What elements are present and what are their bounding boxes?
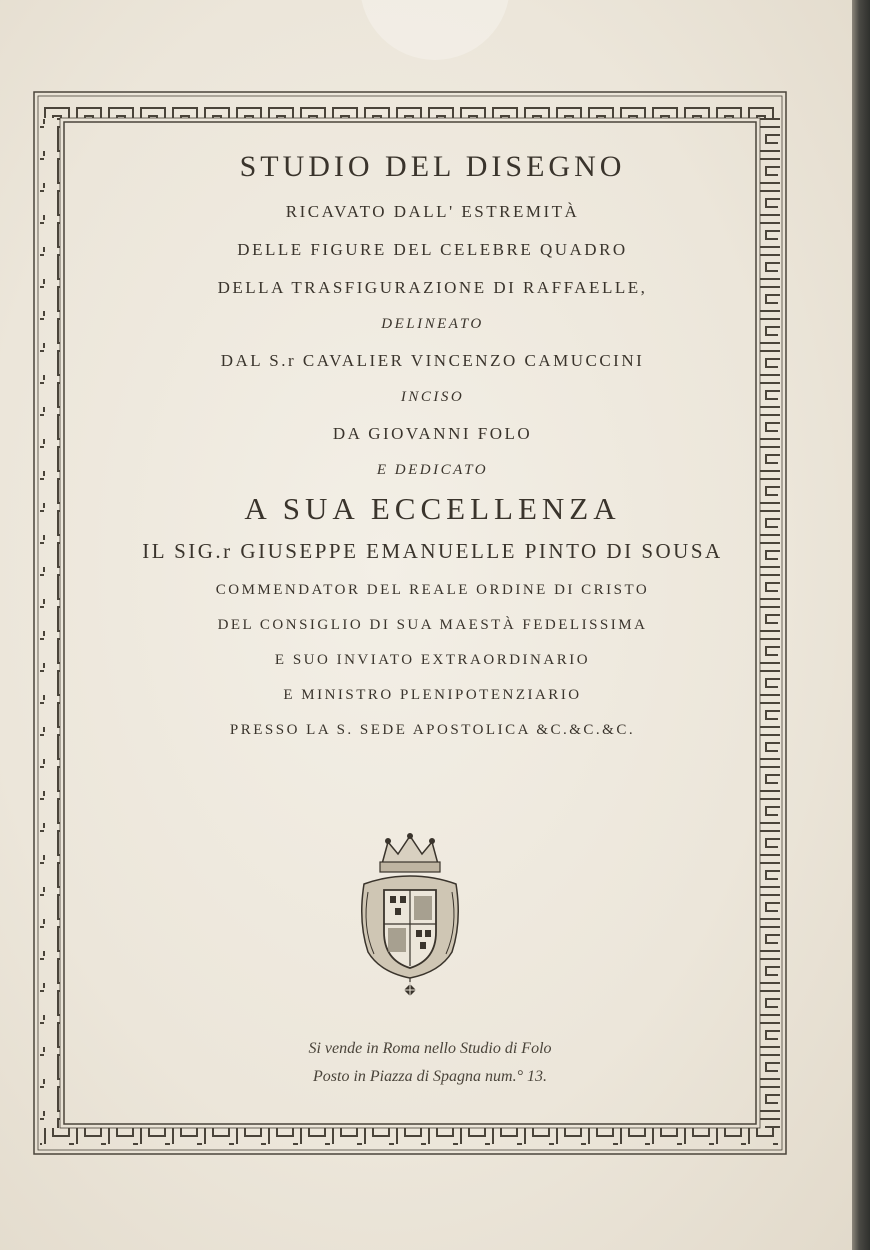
dedicatee-title-4: E MINISTRO PLENIPOTENZIARIO xyxy=(283,687,582,703)
inciso-label: INCISO xyxy=(400,389,465,405)
dedicatee-title-5: PRESSO LA S. SEDE APOSTOLICA &C.&C.&C. xyxy=(229,722,636,738)
dedicatee-title-1: COMMENDATOR DEL REALE ORDINE DI CRISTO xyxy=(215,582,650,598)
book-title: STUDIO DEL DISEGNO xyxy=(239,150,626,183)
dedicatee-title-2: DEL CONSIGLIO DI SUA MAESTÀ FEDELISSIMA xyxy=(217,617,648,633)
imprint-block xyxy=(230,1035,630,1091)
dedicatee-name: IL SIG.r GIUSEPPE EMANUELLE PINTO DI SOUSA xyxy=(142,539,723,563)
delineato-label: DELINEATO xyxy=(381,316,484,332)
imprint-line-1: Si vende in Roma nello Studio di Folo xyxy=(308,1040,552,1057)
dedicatee-title-3: E SUO INVIATO EXTRAORDINARIO xyxy=(274,652,591,668)
title-text-block xyxy=(70,150,795,739)
book-edge xyxy=(852,0,870,1250)
subtitle-line-3: DELLA TRASFIGURAZIONE DI RAFFAELLE, xyxy=(217,278,648,297)
coat-of-arms-icon xyxy=(350,832,470,1002)
subtitle-line-2: DELLE FIGURE DEL CELEBRE QUADRO xyxy=(237,240,628,259)
subtitle-line-1: RICAVATO DALL' ESTREMITÀ xyxy=(285,202,580,221)
artist-line: DAL S.r CAVALIER VINCENZO CAMUCCINI xyxy=(220,351,645,370)
engraver-line: DA GIOVANNI FOLO xyxy=(332,424,533,443)
imprint-line-2: Posto in Piazza di Spagna num.° 13. xyxy=(313,1068,547,1085)
dedicato-label: E DEDICATO xyxy=(376,462,489,478)
dedicatee-intro: A SUA ECCELLENZA xyxy=(244,491,621,526)
